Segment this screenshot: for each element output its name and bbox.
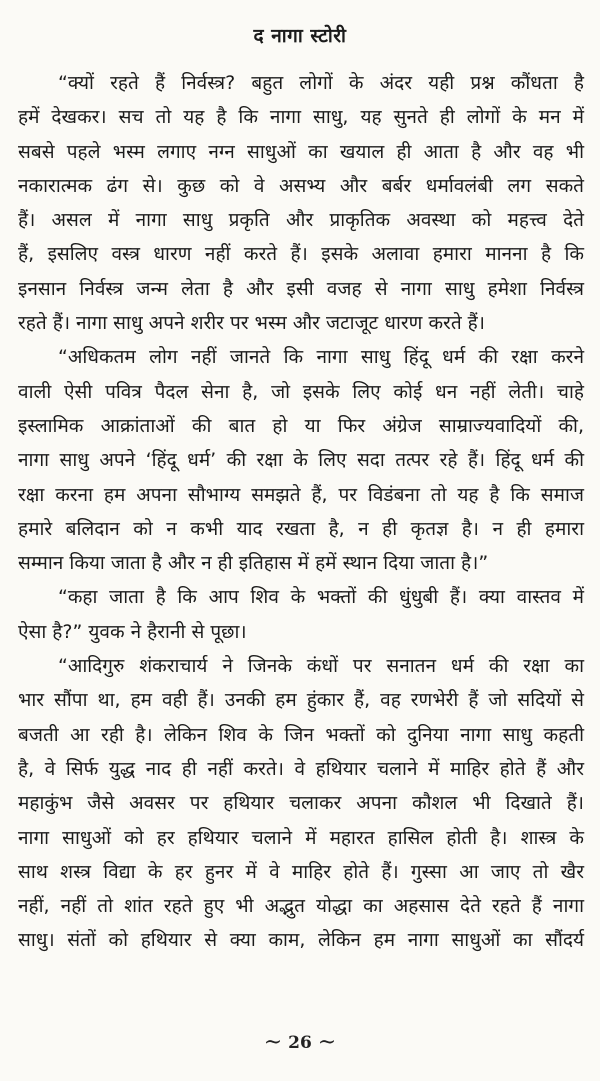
folio-ornament-left: ~: [263, 1030, 283, 1055]
text-line: इस्लामिक आक्रांताओं की बात हो या फिर अंग्रेज साम्राज्यवादियों की,: [18, 414, 584, 437]
text-line: वाली ऐसी पवित्र पैदल सेना है, जो इसके लिए कोई धन नहीं लेती। चाहे: [18, 380, 584, 403]
text-line: हैं, इसलिए वस्त्र धारण नहीं करते हैं। इसके अलावा हमारा मानना है कि: [18, 243, 584, 266]
text-line: है, वे सिर्फ युद्ध नाद ही नहीं करते। वे हथियार चलाने में माहिर होते हैं और: [18, 757, 584, 780]
page-number: 26: [288, 1033, 312, 1053]
text-line: इनसान निर्वस्त्र जन्म लेता है और इसी वजह से नागा साधु हमेशा निर्वस्त्र: [18, 277, 584, 300]
text-line: नकारात्मक ढंग से। कुछ को वे असभ्य और बर्बर धर्मावलंबी लग सकते: [18, 174, 584, 197]
text-line: “आदिगुरु शंकराचार्य ने जिनके कंधों पर सनातन धर्म की रक्षा का: [58, 655, 584, 678]
text-line: भार सौंपा था, हम वही हैं। उनकी हम हुंकार हैं, वह रणभेरी हैं जो सदियों से: [18, 689, 584, 712]
text-line: रक्षा करना हम अपना सौभाग्य समझते हैं, पर विडंबना तो यह है कि समाज: [18, 483, 584, 506]
text-line: “कहा जाता है कि आप शिव के भक्तों की धुंधुबी हैं। क्या वास्तव में: [58, 586, 584, 609]
text-line: रहते हैं। नागा साधु अपने शरीर पर भस्म और जटाजूट धारण करते हैं।: [18, 312, 485, 335]
text-line: “क्यों रहते हैं निर्वस्त्र? बहुत लोगों के अंदर यही प्रश्न कौंधता है: [58, 72, 584, 94]
text-line: नागा साधुओं को हर हथियार चलाने में महारत हासिल होती है। शास्त्र के: [18, 826, 584, 849]
running-head: द नागा स्टोरी: [253, 25, 347, 47]
text-line: महाकुंभ जैसे अवसर पर हथियार चलाकर अपना कौशल भी दिखाते हैं।: [18, 792, 584, 815]
text-line: नहीं, नहीं तो शांत रहते हुए भी अद्भुत योद्धा का अहसास देते रहते हैं नागा: [18, 895, 584, 918]
text-line: “अधिकतम लोग नहीं जानते कि नागा साधु हिंदू धर्म की रक्षा करने: [58, 346, 584, 369]
text-line: बजती आ रही है। लेकिन शिव के जिन भक्तों को दुनिया नागा साधु कहती: [18, 723, 584, 746]
text-line: ऐसा है?” युवक ने हैरानी से पूछा।: [18, 620, 247, 643]
text-line: हमारे बलिदान को न कभी याद रखता है, न ही कृतज्ञ है। न ही हमारा: [18, 517, 584, 540]
text-line: हमें देखकर। सच तो यह है कि नागा साधु, यह सुनते ही लोगों के मन में: [18, 106, 584, 129]
text-line: साधु। संतों को हथियार से क्या काम, लेकिन हम नागा साधुओं का सौंदर्य: [18, 929, 584, 952]
body-text: [18, 66, 584, 958]
text-line: नागा साधु अपने ‘हिंदू धर्म’ की रक्षा के लिए सदा तत्पर रहे हैं। हिंदू धर्म की: [18, 449, 584, 472]
text-line: सबसे पहले भस्म लगाए नग्न साधुओं का खयाल ही आता है और वह भी: [18, 140, 584, 163]
page-number-folio: [0, 1030, 600, 1055]
text-line: हैं। असल में नागा साधु प्रकृति और प्राकृतिक अवस्था को महत्त्व देते: [18, 209, 584, 232]
text-line: साथ शस्त्र विद्या के हर हुनर में वे माहिर होते हैं। गुस्सा आ जाए तो खैर: [18, 860, 584, 883]
text-line: सम्मान किया जाता है और न ही इतिहास में हमें स्थान दिया जाता है।”: [18, 552, 489, 575]
folio-ornament-right: ~: [317, 1030, 337, 1055]
